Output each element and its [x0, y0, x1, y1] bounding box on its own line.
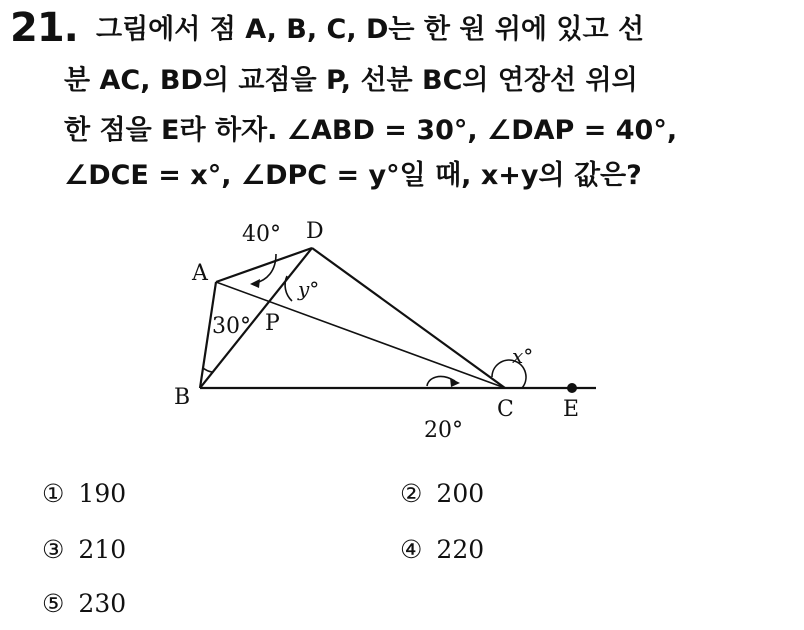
- arrowhead-dap: [250, 279, 260, 288]
- angle-arc-abd: [203, 368, 212, 372]
- question-number: 21.: [10, 5, 78, 51]
- choice-value: 200: [436, 479, 485, 508]
- question-text-line-2: 분 AC, BD의 교점을 P, 선분 BC의 연장선 위의: [64, 65, 638, 96]
- segment-ac: [216, 282, 505, 388]
- point-label-a: A: [192, 261, 208, 286]
- choice-value: 220: [436, 535, 485, 564]
- arrowhead-acb: [450, 378, 460, 387]
- choice-mark: ③: [42, 535, 65, 564]
- angle-label-dap: 40°: [242, 222, 281, 247]
- choice-mark: ⑤: [42, 589, 65, 618]
- angle-label-acb: 20°: [424, 418, 463, 443]
- point-label-p: P: [265, 311, 280, 336]
- point-label-b: B: [174, 385, 191, 410]
- answer-choice-2[interactable]: [400, 478, 484, 510]
- point-label-c: C: [497, 397, 514, 422]
- segment-dc: [312, 248, 505, 388]
- answer-choice-5[interactable]: [42, 588, 126, 620]
- answer-choice-4[interactable]: [400, 534, 484, 566]
- choice-mark: ④: [400, 535, 423, 564]
- question-text-line-4: ∠DCE = x°, ∠DPC = y°일 때, x+y의 값은?: [64, 160, 642, 191]
- answer-choice-1[interactable]: [42, 478, 126, 510]
- angle-arc-dpc: [285, 276, 292, 301]
- choice-value: 230: [78, 589, 127, 618]
- point-label-d: D: [306, 219, 324, 244]
- choice-mark: ②: [400, 479, 423, 508]
- point-label-e: E: [563, 397, 580, 422]
- question-text-line-1: 그림에서 점 A, B, C, D는 한 원 위에 있고 선: [96, 14, 645, 45]
- angle-label-abd: 30°: [212, 314, 251, 339]
- choice-value: 190: [78, 479, 127, 508]
- angle-label-dce: x°: [512, 344, 534, 368]
- point-e-dot: [567, 383, 577, 393]
- question-text-line-3: 한 점을 E라 하자. ∠ABD = 30°, ∠DAP = 40°,: [64, 115, 678, 146]
- choice-value: 210: [78, 535, 127, 564]
- answer-choice-3[interactable]: [42, 534, 126, 566]
- choice-mark: ①: [42, 479, 65, 508]
- angle-label-dpc: y°: [298, 277, 320, 301]
